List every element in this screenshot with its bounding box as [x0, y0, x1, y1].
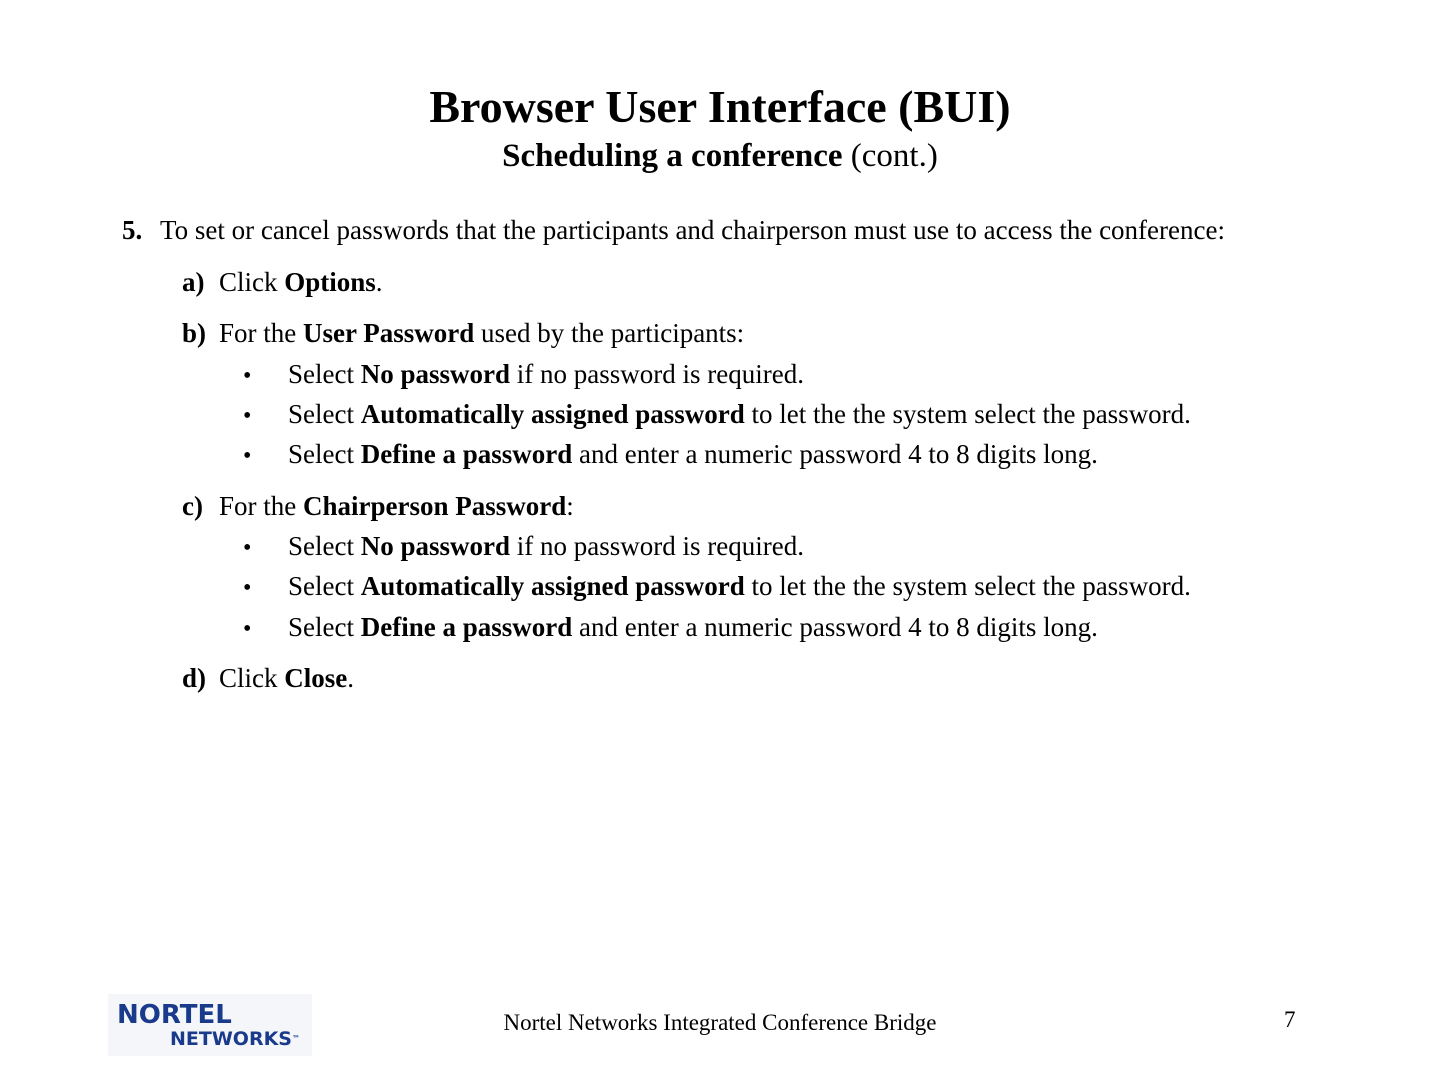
logo-line2-text: NETWORKS	[170, 1028, 292, 1050]
bullet-item	[243, 568, 1191, 606]
bullet-text: Select	[288, 571, 361, 601]
subtitle-bold: Scheduling a conference	[502, 138, 843, 174]
bullet-text: and enter a numeric password 4 to 8 digits long.	[572, 439, 1098, 469]
substep-letter: a)	[182, 267, 205, 297]
page-title: Browser User Interface (BUI)	[429, 81, 1011, 132]
substep-letter: c)	[182, 491, 203, 521]
bullet-text: if no password is required.	[510, 359, 804, 389]
substep-keyword: Options	[284, 267, 376, 297]
bullet-item	[243, 609, 1098, 647]
logo-line1: NORTEL	[117, 1000, 232, 1030]
bullet-icon: •	[243, 616, 252, 642]
bullet-icon: •	[243, 575, 252, 601]
bullet-icon: •	[243, 363, 252, 389]
trademark-icon: ™	[292, 1034, 300, 1043]
bullet-keyword: Automatically assigned password	[360, 399, 745, 429]
footer-title: Nortel Networks Integrated Conference Bridge	[503, 1010, 937, 1035]
substep-d	[182, 660, 354, 696]
bullet-icon: •	[243, 403, 252, 429]
substep-letter: d)	[182, 663, 207, 693]
substep-keyword: User Password	[303, 318, 475, 348]
bullet-item	[243, 528, 804, 566]
step-text: To set or cancel passwords that the participants and chairperson must use to access the conference:	[160, 215, 1225, 245]
bullet-text: Select	[288, 359, 361, 389]
bullet-keyword: Define a password	[360, 612, 573, 642]
substep-text: used by the participants:	[474, 318, 745, 348]
substep-text: .	[347, 663, 354, 693]
substep-text: :	[566, 491, 574, 521]
bullet-item	[243, 356, 804, 394]
substep-text: Click	[219, 267, 285, 297]
substep-text: For the	[219, 491, 303, 521]
substep-a	[182, 264, 383, 300]
subtitle-rest: (cont.)	[842, 138, 938, 174]
substep-text: Click	[219, 663, 285, 693]
substep-keyword: Close	[284, 663, 348, 693]
bullet-icon: •	[243, 535, 252, 561]
page-subtitle	[0, 136, 1440, 176]
bullet-text: to let the the system select the password.	[744, 571, 1191, 601]
substep-keyword: Chairperson Password	[303, 491, 567, 521]
step-5	[122, 212, 1225, 248]
page-number: 7	[1284, 1007, 1296, 1032]
bullet-keyword: No password	[360, 531, 511, 561]
step-number: 5.	[122, 215, 143, 245]
bullet-text: Select	[288, 531, 361, 561]
substep-b	[182, 315, 744, 351]
substep-c	[182, 488, 574, 524]
substep-text: For the	[219, 318, 303, 348]
bullet-text: Select	[288, 439, 361, 469]
substep-text: .	[375, 267, 383, 297]
bullet-keyword: No password	[360, 359, 511, 389]
bullet-text: Select	[288, 612, 361, 642]
bullet-item	[243, 396, 1191, 434]
substep-letter: b)	[182, 318, 207, 348]
bullet-keyword: Automatically assigned password	[360, 571, 745, 601]
bullet-text: Select	[288, 399, 361, 429]
bullet-icon: •	[243, 443, 252, 469]
bullet-text: to let the the system select the password.	[744, 399, 1191, 429]
bullet-keyword: Define a password	[360, 439, 573, 469]
bullet-text: and enter a numeric password 4 to 8 digits long.	[572, 612, 1098, 642]
bullet-item	[243, 436, 1098, 474]
bullet-text: if no password is required.	[510, 531, 804, 561]
